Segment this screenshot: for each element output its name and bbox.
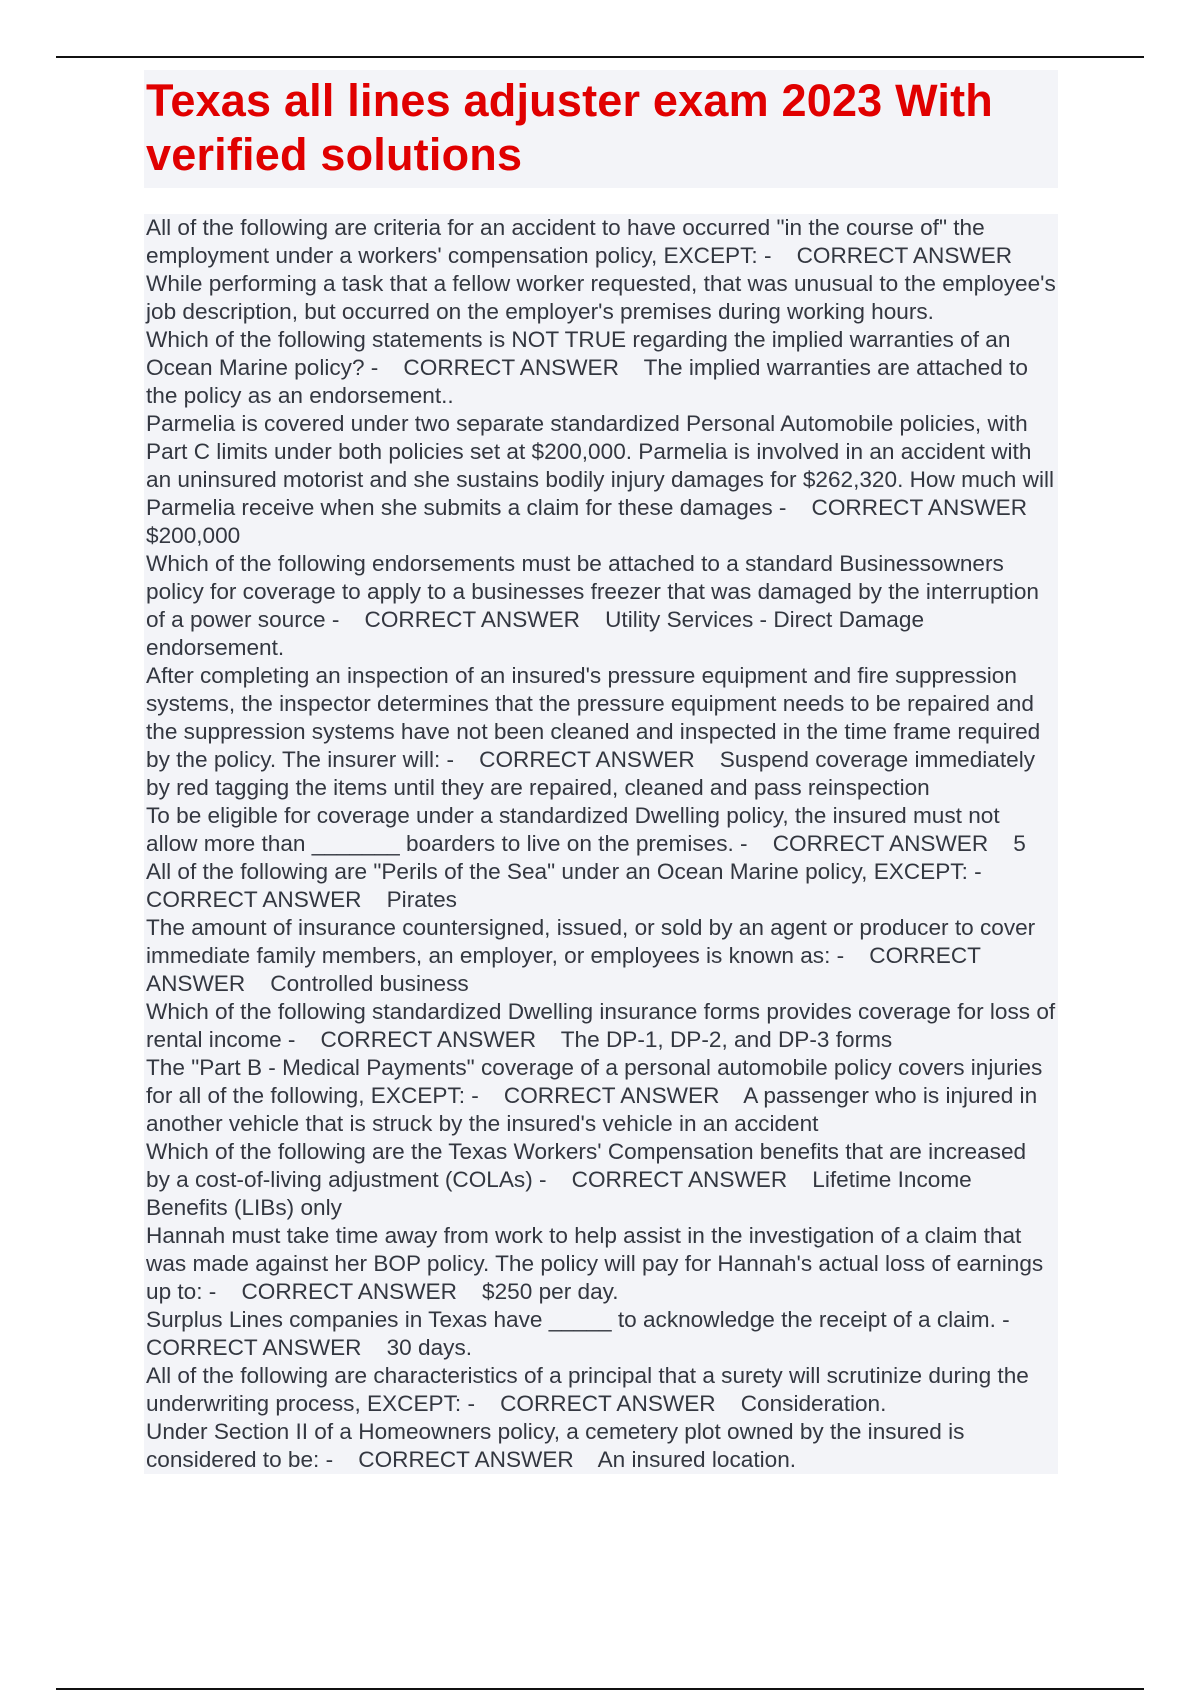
qa-item: Under Section II of a Homeowners policy, a cemetery plot owned by the insured is considered to be: - CORRECT ANSWER An insured location.: [144, 1418, 1058, 1474]
qa-item: All of the following are criteria for an accident to have occurred "in the course of" the employment under a workers' compensation policy, EXCEPT: - CORRECT ANSWER While performing a task that a fellow worker requested, that was unusual to the employee's job description, but occurred on the employer's premises during working hours.: [146, 215, 1063, 324]
qa-item: After completing an inspection of an insured's pressure equipment and fire suppression systems, the inspector determines that the pressure equipment needs to be repaired and the suppression systems have not been cleaned and inspected in the time frame required by the policy. The insurer will: - CORRECT ANSWER Suspend coverage immediately by red tagging the items until they are repaired, cleaned and pass reinspection: [144, 662, 1058, 802]
qa-item: To be eligible for coverage under a standardized Dwelling policy, the insured must not allow more than _______ boarders to live on the premises. - CORRECT ANSWER 5: [144, 802, 1058, 858]
qa-item: The amount of insurance countersigned, issued, or sold by an agent or producer to cover immediate family members, an employer, or employees is known as: - CORRECT ANSWER Controlled business: [144, 914, 1058, 998]
qa-item: Hannah must take time away from work to help assist in the investigation of a claim that was made against her BOP policy. The policy will pay for Hannah's actual loss of earnings up to: - CORRECT ANSWER $250 per day.: [144, 1222, 1058, 1306]
qa-item: All of the following are "Perils of the Sea" under an Ocean Marine policy, EXCEPT: - CORRECT ANSWER Pirates: [144, 858, 1058, 914]
qa-item: The "Part B - Medical Payments" coverage of a personal automobile policy covers injuries for all of the following, EXCEPT: - CORRECT ANSWER A passenger who is injured in another vehicle that is struck by the insured's vehicle in an accident: [144, 1054, 1058, 1138]
top-rule: [56, 56, 1144, 58]
qa-list: [144, 214, 1063, 1474]
qa-item: Which of the following statements is NOT TRUE regarding the implied warranties of an Ocean Marine policy? - CORRECT ANSWER The implied warranties are attached to the policy as an endorsement..: [144, 326, 1058, 410]
qa-item: Which of the following standardized Dwelling insurance forms provides coverage for loss of rental income - CORRECT ANSWER The DP-1, DP-2, and DP-3 forms: [146, 999, 1062, 1052]
qa-item: All of the following are characteristics of a principal that a surety will scrutinize during the underwriting process, EXCEPT: - CORRECT ANSWER Consideration.: [144, 1362, 1058, 1418]
document-body: [144, 70, 1063, 1474]
qa-item: Parmelia is covered under two separate standardized Personal Automobile policies, with Part C limits under both policies set at $200,000. Parmelia is involved in an accident with an uninsured motorist and she sustains bodily injury damages for $262,320. How much will Parmelia receive when she submits a claim for these damages - CORRECT ANSWER $200,000: [146, 411, 1061, 548]
qa-item: Which of the following are the Texas Workers' Compensation benefits that are increased by a cost-of-living adjustment (COLAs) - CORRECT ANSWER Lifetime Income Benefits (LIBs) only: [144, 1138, 1058, 1222]
document-title: Texas all lines adjuster exam 2023 With verified solutions: [144, 70, 1058, 188]
qa-item: Which of the following endorsements must be attached to a standard Businessowners policy for coverage to apply to a businesses freezer that was damaged by the interruption of a power source - CORRECT ANSWER Utility Services - Direct Damage endorsement.: [144, 550, 1058, 662]
qa-item: Surplus Lines companies in Texas have _____ to acknowledge the receipt of a claim. - CORRECT ANSWER 30 days.: [144, 1306, 1058, 1362]
bottom-rule: [56, 1688, 1144, 1690]
